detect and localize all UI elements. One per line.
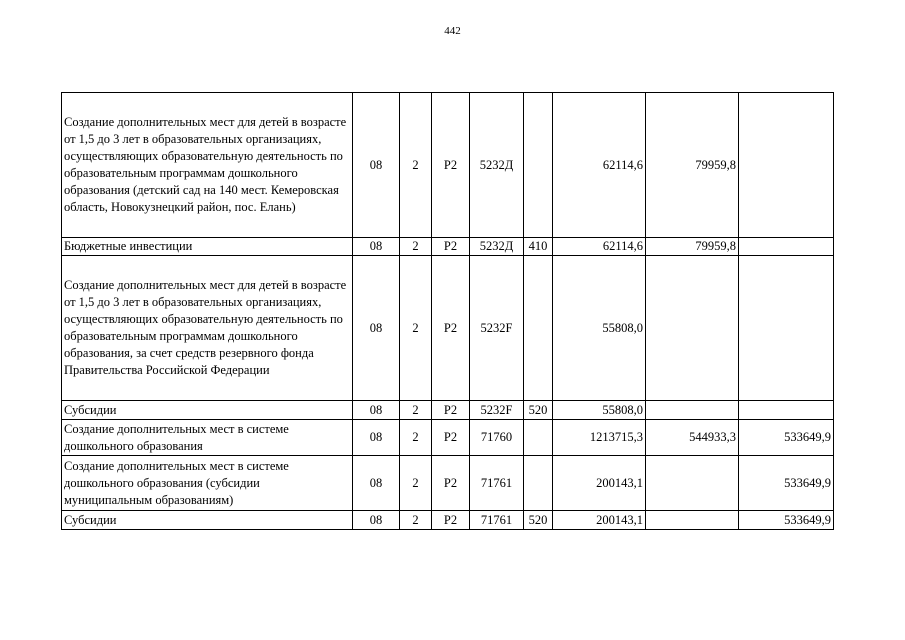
- row-name-cell: Создание дополнительных мест для детей в возрасте от 1,5 до 3 лет в образовательных организациях, осуществляющих образовательную деятельность по образовательным программам дошкольного образования (детский сад на 140 мест. Кемеровская область, Новокузнецкий район, пос. Елань): [62, 93, 353, 238]
- amount-2-cell: 79959,8: [646, 238, 739, 256]
- table-row: [62, 511, 834, 530]
- table-row: [62, 420, 834, 456]
- section-code-cell: 08: [353, 456, 400, 511]
- amount-3-cell: [739, 401, 834, 420]
- target-article-cell: 71761: [470, 511, 524, 530]
- target-article-cell: 5232Д: [470, 93, 524, 238]
- target-article-cell: 5232F: [470, 401, 524, 420]
- section-code-cell: 08: [353, 401, 400, 420]
- program-code-cell: Р2: [432, 420, 470, 456]
- amount-3-cell: [739, 238, 834, 256]
- expense-type-cell: 410: [524, 238, 553, 256]
- target-article-cell: 5232F: [470, 256, 524, 401]
- amount-1-cell: 200143,1: [553, 456, 646, 511]
- amount-2-cell: [646, 256, 739, 401]
- program-code-cell: Р2: [432, 93, 470, 238]
- amount-2-cell: [646, 456, 739, 511]
- amount-1-cell: 55808,0: [553, 401, 646, 420]
- expense-type-cell: [524, 420, 553, 456]
- expense-type-cell: 520: [524, 511, 553, 530]
- target-article-cell: 71761: [470, 456, 524, 511]
- subsection-code-cell: 2: [400, 511, 432, 530]
- subsection-code-cell: 2: [400, 238, 432, 256]
- section-code-cell: 08: [353, 256, 400, 401]
- subsection-code-cell: 2: [400, 456, 432, 511]
- program-code-cell: Р2: [432, 456, 470, 511]
- expense-type-cell: [524, 93, 553, 238]
- amount-3-cell: 533649,9: [739, 420, 834, 456]
- subsection-code-cell: 2: [400, 401, 432, 420]
- program-code-cell: Р2: [432, 511, 470, 530]
- subsection-code-cell: 2: [400, 420, 432, 456]
- amount-1-cell: 1213715,3: [553, 420, 646, 456]
- budget-table: [61, 92, 834, 530]
- subsection-code-cell: 2: [400, 93, 432, 238]
- section-code-cell: 08: [353, 93, 400, 238]
- amount-2-cell: [646, 511, 739, 530]
- program-code-cell: Р2: [432, 256, 470, 401]
- amount-1-cell: 62114,6: [553, 238, 646, 256]
- expense-type-cell: [524, 456, 553, 511]
- amount-3-cell: [739, 256, 834, 401]
- page-number: 442: [444, 25, 461, 37]
- row-name-cell: Создание дополнительных мест в системе дошкольного образования (субсидии муниципальным образованиям): [62, 456, 353, 511]
- table-row: [62, 456, 834, 511]
- target-article-cell: 5232Д: [470, 238, 524, 256]
- program-code-cell: Р2: [432, 401, 470, 420]
- expense-type-cell: [524, 256, 553, 401]
- amount-1-cell: 55808,0: [553, 256, 646, 401]
- amount-2-cell: 79959,8: [646, 93, 739, 238]
- program-code-cell: Р2: [432, 238, 470, 256]
- row-name-cell: Субсидии: [62, 401, 353, 420]
- expense-type-cell: 520: [524, 401, 553, 420]
- section-code-cell: 08: [353, 238, 400, 256]
- table-row: [62, 256, 834, 401]
- subsection-code-cell: 2: [400, 256, 432, 401]
- amount-3-cell: 533649,9: [739, 511, 834, 530]
- row-name-cell: Субсидии: [62, 511, 353, 530]
- amount-2-cell: 544933,3: [646, 420, 739, 456]
- table-row: [62, 238, 834, 256]
- section-code-cell: 08: [353, 420, 400, 456]
- amount-1-cell: 62114,6: [553, 93, 646, 238]
- target-article-cell: 71760: [470, 420, 524, 456]
- row-name-cell: Создание дополнительных мест для детей в возрасте от 1,5 до 3 лет в образовательных организациях, осуществляющих образовательную деятельность по образовательным программам дошкольного образования, за счет средств резервного фонда Правительства Российской Федерации: [62, 256, 353, 401]
- amount-1-cell: 200143,1: [553, 511, 646, 530]
- row-name-cell: Создание дополнительных мест в системе дошкольного образования: [62, 420, 353, 456]
- table-row: [62, 401, 834, 420]
- amount-2-cell: [646, 401, 739, 420]
- amount-3-cell: 533649,9: [739, 456, 834, 511]
- table-row: [62, 93, 834, 238]
- row-name-cell: Бюджетные инвестиции: [62, 238, 353, 256]
- section-code-cell: 08: [353, 511, 400, 530]
- amount-3-cell: [739, 93, 834, 238]
